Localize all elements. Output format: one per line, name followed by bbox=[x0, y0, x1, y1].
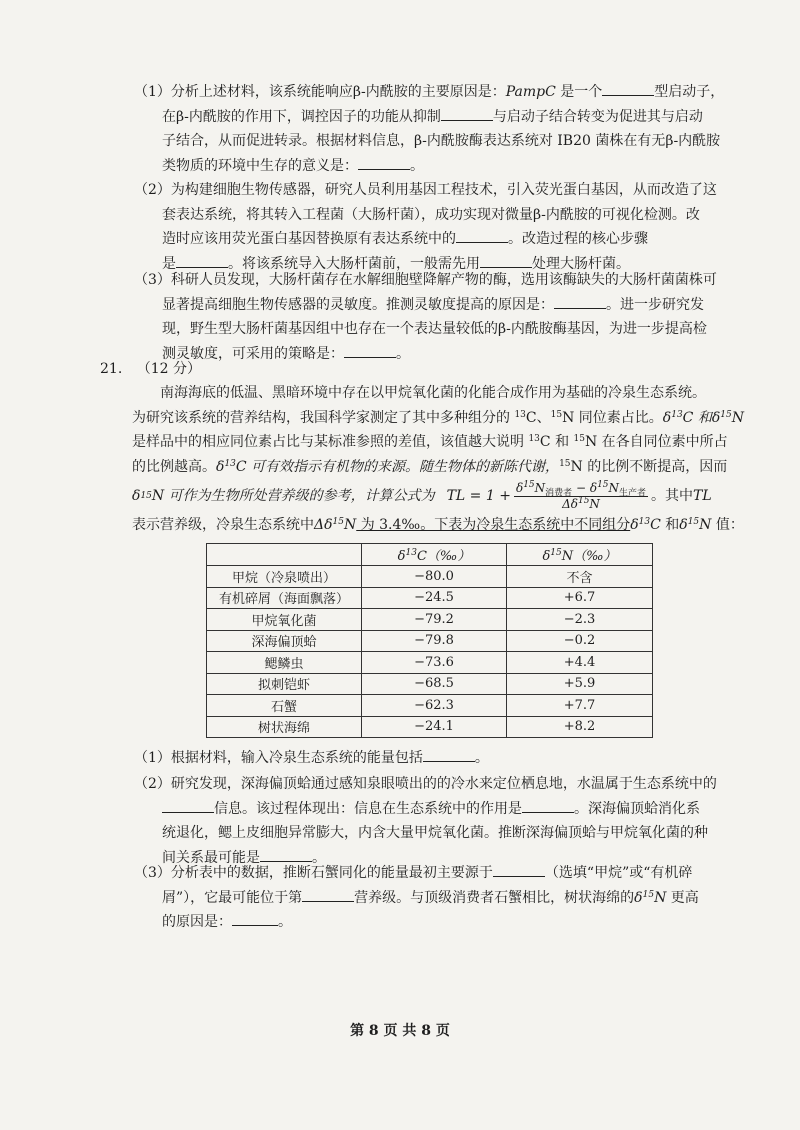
text: 套表达系统，将其转入工程菌（大肠杆菌），成功实现对微量β-内酰胺的可视化检测。改 bbox=[162, 206, 700, 223]
text: 是一个 bbox=[555, 84, 603, 100]
text: N 同位素占比。 bbox=[562, 409, 663, 426]
q21-sub2 bbox=[134, 772, 717, 870]
text: 是 bbox=[162, 255, 176, 272]
text: − δ bbox=[572, 480, 598, 495]
text: （2）研究发现，深海偏顶蛤通过感知泉眼喷出的的冷水来定位栖息地，水温属于生态系统中的 bbox=[134, 776, 717, 792]
formula-fraction bbox=[514, 481, 648, 512]
text: N bbox=[344, 517, 357, 533]
text: δ bbox=[662, 409, 672, 426]
text: 处理大肠杆菌。 bbox=[532, 255, 630, 272]
text: 13 bbox=[638, 517, 651, 527]
table-row bbox=[207, 609, 653, 631]
text: 和 bbox=[660, 517, 680, 533]
text: 南海海底的低温、黑暗环境中存在以甲烷氧化菌的化能合成作用为基础的冷泉生态系统。 bbox=[160, 385, 706, 401]
answer-blank[interactable] bbox=[176, 253, 228, 268]
text: C bbox=[650, 517, 661, 533]
text: 。进一步研究发 bbox=[606, 296, 704, 313]
answer-blank[interactable] bbox=[522, 798, 574, 813]
table-row bbox=[207, 695, 653, 717]
cell-delta13c: −24.5 bbox=[362, 587, 507, 609]
text: 15 bbox=[332, 517, 344, 527]
isotope-table bbox=[206, 543, 653, 738]
q21-header bbox=[100, 358, 201, 378]
text: 生产者 bbox=[619, 487, 647, 498]
text: 。其中 bbox=[651, 487, 694, 504]
text: 。深海偏顶蛤消化系 bbox=[574, 800, 700, 817]
text: 为 3.4‰。下表为冷泉生态系统中不同组分 bbox=[356, 517, 631, 533]
text: δ bbox=[630, 517, 639, 533]
text: C 和 bbox=[539, 434, 574, 450]
text: 。改造过程的核心步骤 bbox=[508, 231, 648, 247]
text: （选填“甲烷”或“有机碎 bbox=[544, 865, 693, 881]
text: 13 bbox=[224, 458, 236, 469]
table-row bbox=[207, 630, 653, 652]
cell-delta15n: +8.2 bbox=[507, 716, 653, 738]
text: 是样品中的相应同位素占比与某标准参照的差值，该值越大说明 bbox=[132, 434, 529, 450]
cell-component: 有机碎屑（海面飘落） bbox=[207, 587, 362, 609]
answer-blank[interactable] bbox=[344, 343, 396, 358]
text: δ bbox=[132, 487, 141, 504]
text: 间关系最可能是 bbox=[162, 849, 260, 866]
answer-blank[interactable] bbox=[232, 911, 278, 926]
text: 在β-内酰胺的作用下，调控因子的功能从抑制 bbox=[162, 108, 441, 125]
text: δ bbox=[679, 517, 688, 533]
answer-blank[interactable] bbox=[456, 228, 508, 243]
text: 。 bbox=[312, 849, 326, 866]
table-header-row bbox=[207, 544, 653, 566]
text: 屑”），它最可能位于第 bbox=[162, 889, 303, 906]
cell-delta13c: −79.8 bbox=[362, 630, 507, 652]
question-score: （12 分） bbox=[136, 361, 201, 377]
text: 13 bbox=[671, 409, 683, 420]
text: PampC bbox=[505, 84, 556, 100]
answer-blank[interactable] bbox=[554, 294, 606, 309]
answer-blank[interactable] bbox=[358, 155, 410, 170]
text: 。 bbox=[474, 750, 489, 766]
text: 现，野生型大肠杆菌基因组中也存在一个表达量较低的β-内酰胺酶基因，为进一步提高检 bbox=[162, 321, 707, 337]
text: N bbox=[534, 480, 546, 495]
text: 的原因是： bbox=[162, 914, 232, 930]
text: 的比例越高。 bbox=[132, 458, 216, 475]
table-row bbox=[207, 566, 653, 588]
cell-component: 甲烷氧化菌 bbox=[207, 609, 362, 631]
text: 为研究该系统的营养结构，我国科学家测定了其中多种组分的 bbox=[132, 409, 515, 426]
cell-delta15n: +4.4 bbox=[507, 652, 653, 674]
text: 15 bbox=[687, 517, 700, 527]
text: （2）为构建细胞生物传感器，研究人员利用基因工程技术，引入荧光蛋白基因，从而改造了这 bbox=[134, 182, 717, 198]
cell-delta15n: +6.7 bbox=[507, 587, 653, 609]
table-row bbox=[207, 673, 653, 695]
text: 15 bbox=[642, 889, 655, 900]
text: N 的比例不断提高，因而 bbox=[570, 458, 728, 475]
text: 测灵敏度，可采用的策略是： bbox=[162, 345, 344, 362]
trophic-level-formula bbox=[447, 481, 651, 512]
q20-part2 bbox=[134, 178, 717, 276]
header-empty bbox=[207, 544, 362, 566]
text: 显著提高细胞生物传感器的灵敏度。推测灵敏度提高的原因是： bbox=[162, 296, 554, 313]
cell-component: 鳃鳞虫 bbox=[207, 652, 362, 674]
table-row bbox=[207, 716, 653, 738]
text: 15 bbox=[573, 434, 585, 444]
text: 。 bbox=[278, 914, 292, 930]
page-footer: 第 8 页 共 8 页 bbox=[350, 1023, 450, 1039]
cell-delta15n: +5.9 bbox=[507, 673, 653, 695]
cell-delta13c: −24.1 bbox=[362, 716, 507, 738]
header-delta15n: $\delta^{15}N(‰)$ bbox=[507, 544, 653, 566]
text: 15 bbox=[559, 458, 571, 469]
cell-component: 拟刺铠虾 bbox=[207, 673, 362, 695]
answer-blank[interactable] bbox=[493, 862, 545, 877]
formula-lhs: TL = 1 + bbox=[446, 487, 511, 504]
text: 。 bbox=[396, 345, 410, 362]
cell-delta13c: −62.3 bbox=[362, 695, 507, 717]
text: 类物质的环境中生存的意义是： bbox=[162, 157, 358, 174]
q21-sub3 bbox=[134, 861, 699, 935]
text: TL bbox=[693, 487, 712, 504]
text: 造时应该用荧光蛋白基因替换原有表达系统中的 bbox=[162, 231, 456, 247]
text: 表示营养级，冷泉生态系统中 bbox=[132, 517, 314, 533]
text: 15 bbox=[577, 495, 590, 506]
text: N bbox=[654, 889, 667, 906]
text: 信息。该过程体现出：信息在生态系统中的作用是 bbox=[214, 800, 522, 817]
answer-blank[interactable] bbox=[162, 798, 214, 813]
text: 更高 bbox=[666, 889, 699, 906]
cell-delta13c: −79.2 bbox=[362, 609, 507, 631]
text: N bbox=[608, 480, 620, 495]
text: 15 bbox=[597, 479, 609, 490]
answer-blank[interactable] bbox=[602, 81, 654, 96]
text: 营养级。与顶级消费者石蟹相比，树状海绵的 bbox=[354, 889, 635, 906]
cell-delta15n: +7.7 bbox=[507, 695, 653, 717]
text: C 和 bbox=[682, 409, 712, 426]
text: 型启动子， bbox=[654, 84, 725, 100]
text: Δδ bbox=[562, 496, 578, 511]
cell-component: 石蟹 bbox=[207, 695, 362, 717]
cell-delta15n: −0.2 bbox=[507, 630, 653, 652]
text: δ bbox=[634, 889, 643, 906]
text: C、 bbox=[525, 409, 551, 426]
text: （1）分析上述材料，该系统能响应β-内酰胺的主要原因是： bbox=[134, 84, 506, 100]
q21-sub1 bbox=[134, 746, 489, 771]
q20-part3 bbox=[134, 268, 717, 366]
cell-delta13c: −68.5 bbox=[362, 673, 507, 695]
header-delta13c: $\delta^{13}C(‰)$ bbox=[362, 544, 507, 566]
answer-blank[interactable] bbox=[260, 847, 312, 862]
cell-delta13c: −80.0 bbox=[362, 566, 507, 588]
text: 15 bbox=[720, 409, 732, 420]
answer-blank[interactable] bbox=[480, 253, 532, 268]
text: 15 bbox=[550, 409, 563, 420]
cell-component: 甲烷（冷泉喷出） bbox=[207, 566, 362, 588]
text: 15 bbox=[523, 479, 535, 490]
cell-delta15n: −2.3 bbox=[507, 609, 653, 631]
text: 。 bbox=[410, 157, 424, 174]
text: （3）科研人员发现，大肠杆菌存在水解细胞壁降解产物的酶，选用该酶缺失的大肠杆菌菌株可 bbox=[134, 272, 717, 288]
text: N 可作为生物所处营养级的参考，计算公式为 bbox=[151, 487, 435, 504]
answer-blank[interactable] bbox=[441, 106, 493, 121]
text: Δδ bbox=[314, 517, 333, 533]
text: 。将该系统导入大肠杆菌前，一般需先用 bbox=[228, 255, 480, 272]
formula-numerator bbox=[514, 481, 648, 497]
formula-denominator bbox=[562, 497, 600, 512]
text: 与启动子结合转变为促进其与启动 bbox=[492, 108, 703, 125]
answer-blank[interactable] bbox=[302, 887, 354, 902]
text: 值： bbox=[711, 517, 744, 533]
q21-intro: 南海海底的低温、黑暗环境中存在以甲烷氧化菌的化能合成作用为基础的冷泉生态系统。 为研究该系统的营养结构，我国科学家测定了其中多种组分的 $^{13}$C、$^{15}$N 同位素占比。$\delta^{13}C$ 和$\delta^{15}N$ 是样品中的相应同位素占比与某标准参照的差值，该值越大说明 $^{13}$C 和 $^{15}$N 在各自同位素中所占 的比例越高。$\delta^{13}C$ 可有效指示有机物的来源。随生物体的新陈代谢，$^{15}$N 的比例不断提高，因而 δ 15 N 可作为生物所处营养级的参考，计算公式为 TL = 1 + $\frac{\delta^{15}N_{消费者} - \delta^{15}N_{生产者}}{\Delta\delta^{15}N}$ 。其中 TL 表示营养级，冷泉生态系统中$\Delta\delta^{15}N$ 为 3.4‰。下表为冷泉生态系统中不同组分$\delta^{13}C$ 和$\delta^{15}N$ 值： bbox=[132, 385, 744, 533]
text: N bbox=[699, 517, 712, 533]
text: 子结合，从而促进转录。根据材料信息，β-内酰胺酶表达系统对 IB20 菌株在有无β-内酰胺 bbox=[162, 133, 721, 149]
cell-delta13c: −73.6 bbox=[362, 652, 507, 674]
text: （1）根据材料，输入冷泉生态系统的能量包括 bbox=[134, 750, 423, 766]
text: 13 bbox=[528, 434, 540, 444]
text: N 在各自同位素中所占 bbox=[584, 434, 728, 450]
question-number: 21. bbox=[100, 361, 123, 377]
text: δ bbox=[216, 458, 225, 475]
text: 统退化，鳃上皮细胞异常膨大，内含大量甲烷氧化菌。推断深海偏顶蛤与甲烷氧化菌的种 bbox=[162, 825, 708, 841]
text: 13 bbox=[514, 409, 526, 420]
table-row bbox=[207, 587, 653, 609]
text: N bbox=[731, 409, 744, 426]
text: C 可有效指示有机物的来源。随生物体的新陈代谢， bbox=[235, 458, 560, 475]
table-row bbox=[207, 652, 653, 674]
cell-component: 深海偏顶蛤 bbox=[207, 630, 362, 652]
text: N bbox=[589, 496, 600, 511]
text: δ bbox=[711, 409, 721, 426]
text: δ bbox=[515, 480, 524, 495]
q20-part1 bbox=[134, 80, 724, 178]
text: 消费者 bbox=[545, 487, 573, 498]
cell-delta15n: 不含 bbox=[507, 566, 653, 588]
answer-blank[interactable] bbox=[423, 747, 475, 762]
text: （3）分析表中的数据，推断石蟹同化的能量最初主要源于 bbox=[134, 865, 493, 881]
cell-component: 树状海绵 bbox=[207, 716, 362, 738]
